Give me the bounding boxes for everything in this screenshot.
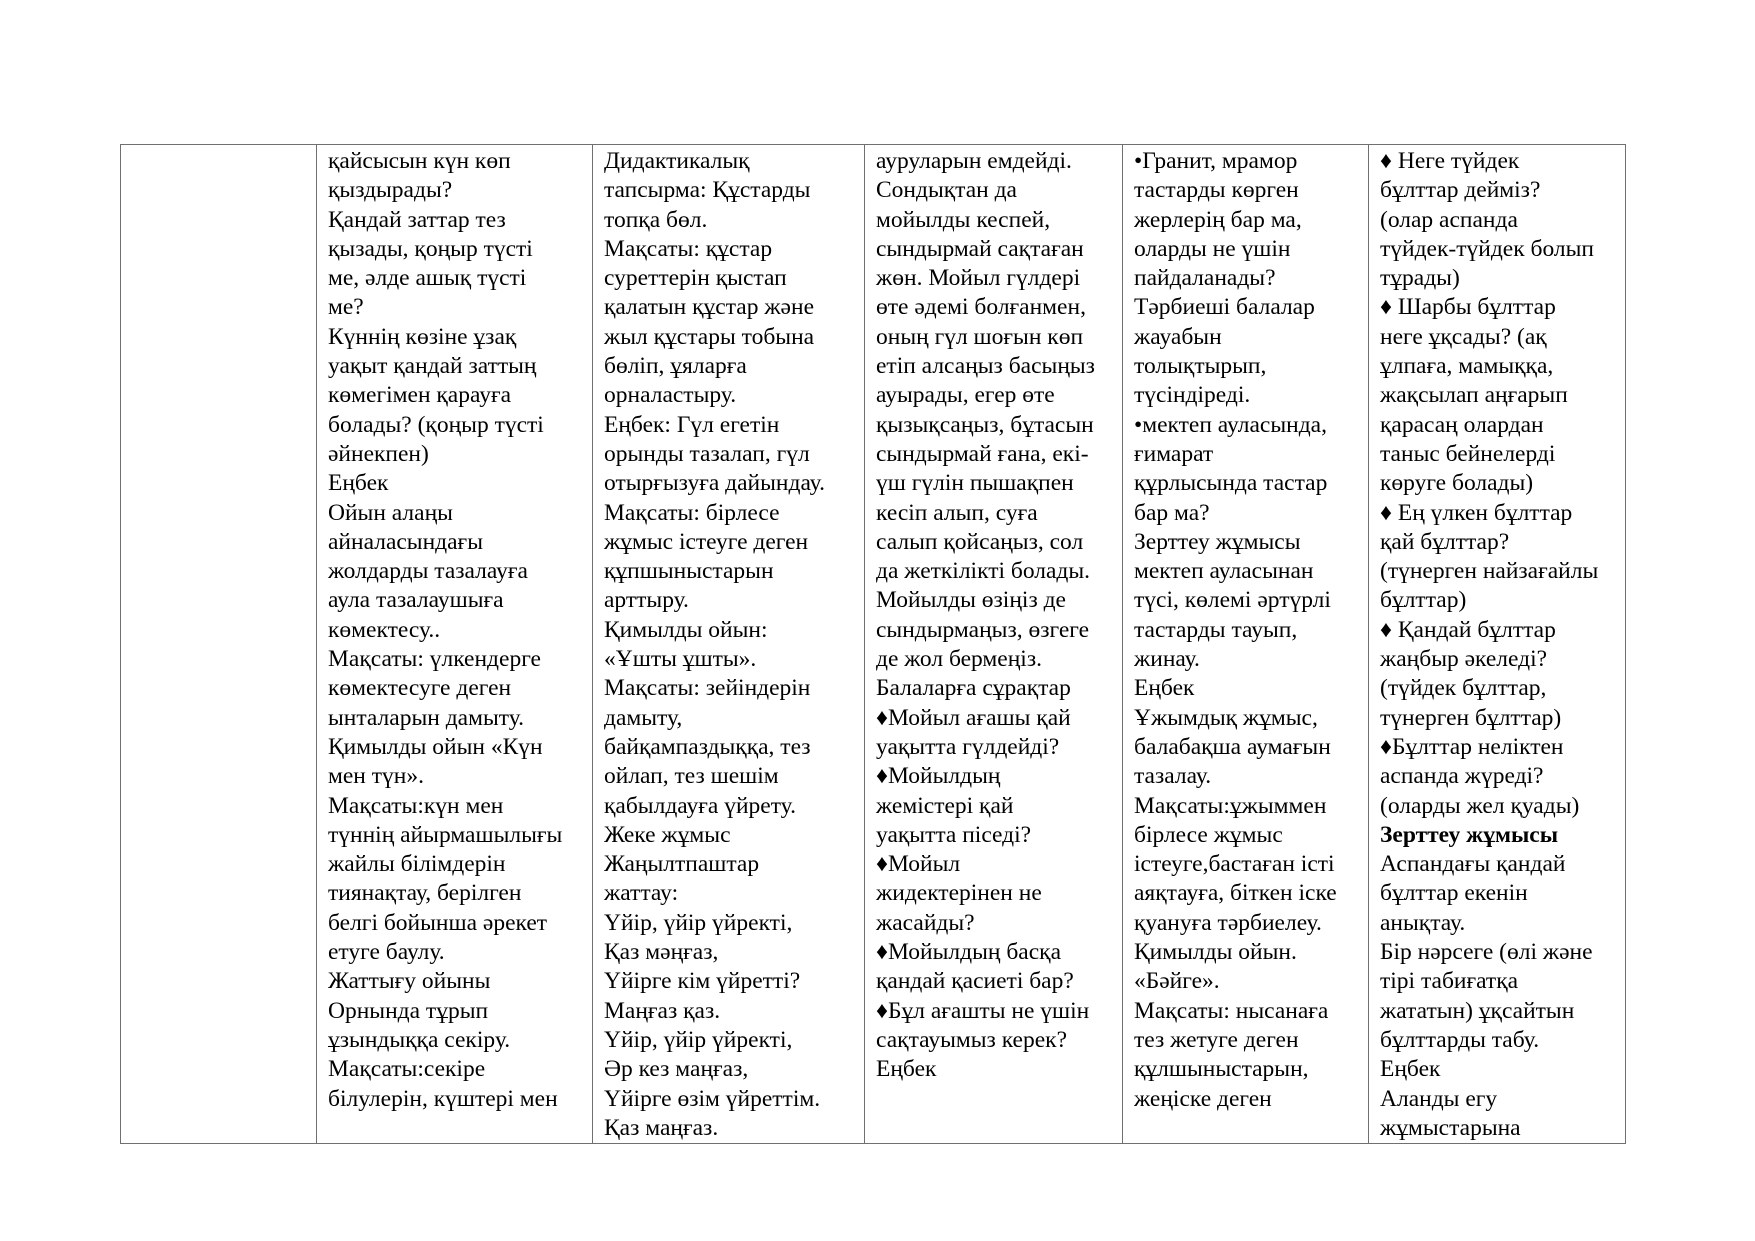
cell-text-line: құпшыныстарын bbox=[604, 558, 774, 585]
cell-text-line: қызықсаңыз, бұтасын bbox=[876, 411, 1094, 438]
cell-text-line: (оларды жел қуады) bbox=[1380, 792, 1580, 819]
cell-text-line: дамыту, bbox=[604, 704, 683, 731]
cell-text-line: тиянақтау, берілген bbox=[328, 880, 522, 907]
cell-text-line: Дидактикалық bbox=[604, 148, 750, 174]
cell-text-line: құлшыныстарын, bbox=[1134, 1056, 1309, 1083]
cell-text-line: (түйдек бұлттар, bbox=[1380, 675, 1547, 702]
cell-text-line: қандай қасиеті бар? bbox=[876, 968, 1074, 995]
cell-text-line: Ойын алаңы bbox=[328, 499, 453, 526]
cell-text-line: кесіп алып, суға bbox=[876, 499, 1038, 526]
cell-text-line: белгі бойынша әрекет bbox=[328, 909, 548, 936]
cell-text-line: сындырмай ғана, екі- bbox=[876, 440, 1089, 467]
cell-text-line: балабақша аумағын bbox=[1134, 733, 1331, 760]
cell-text-line: жерлерің бар ма, bbox=[1134, 206, 1302, 233]
cell-text-line: Бір нәрсеге (өлі және bbox=[1380, 939, 1593, 966]
cell-text-line: қабылдауға үйрету. bbox=[604, 792, 796, 819]
cell-text-line: жасайды? bbox=[876, 909, 975, 936]
table-cell-col-1 bbox=[121, 145, 317, 1144]
cell-text-line: жеңіске деген bbox=[1134, 1085, 1272, 1112]
cell-text-line: ♦Бұл ағашты не үшін bbox=[876, 997, 1090, 1024]
table-cell-col-2 bbox=[317, 145, 593, 1144]
cell-text-line: ұзындыққа секіру. bbox=[328, 1026, 511, 1053]
cell-text-line: уақытта гүлдейді? bbox=[876, 733, 1060, 760]
cell-text-line: Зерттеу жұмысы bbox=[1380, 821, 1559, 848]
cell-text-line: •мектеп ауласында, bbox=[1134, 411, 1327, 438]
cell-text-line: •Гранит, мрамор bbox=[1134, 148, 1298, 174]
cell-text-line: сақтауымыз керек? bbox=[876, 1026, 1068, 1053]
cell-text-line: сындырмаңыз, өзгеге bbox=[876, 616, 1090, 643]
cell-text-line: ме? bbox=[328, 294, 364, 321]
cell-text-line: айналасындағы bbox=[328, 528, 483, 555]
cell-text-line: суреттерін қыстап bbox=[604, 265, 787, 292]
cell-text-line: жұмыс істеуге деген bbox=[604, 528, 809, 555]
cell-text-line: істеуге,бастаған істі bbox=[1134, 851, 1335, 878]
cell-text-line: Қимылды ойын: bbox=[604, 616, 768, 643]
cell-text-line: топқа бөл. bbox=[604, 206, 708, 233]
cell-text-line: түннің айырмашылығы bbox=[328, 821, 563, 848]
cell-text-line: «Ұшты ұшты». bbox=[604, 646, 757, 673]
cell-text-line: (олар аспанда bbox=[1380, 206, 1518, 233]
cell-text-line: жататын) ұқсайтын bbox=[1380, 997, 1575, 1024]
cell-text-line: ♦Мойыл ағашы қай bbox=[876, 704, 1071, 731]
cell-text-line: ауруларын емдейді. bbox=[876, 148, 1072, 174]
cell-text-line: пайдаланады? bbox=[1134, 265, 1276, 292]
cell-text-line: Еңбек bbox=[1134, 675, 1195, 702]
cell-text-line: бұлттар) bbox=[1380, 587, 1467, 614]
cell-text-line: тұрады) bbox=[1380, 265, 1460, 292]
cell-text-line: ♦ Қандай бұлттар bbox=[1380, 616, 1556, 643]
cell-text-line: Мойылды өзіңіз де bbox=[876, 587, 1066, 614]
cell-text-line: салып қойсаңыз, сол bbox=[876, 528, 1084, 555]
cell-text-line: үш гүлін пышақпен bbox=[876, 470, 1074, 497]
cell-text-line: Балаларға сұрақтар bbox=[876, 675, 1071, 702]
cell-text-line: Тәрбиеші балалар bbox=[1134, 294, 1315, 321]
cell-text-line: жаттау: bbox=[604, 880, 679, 907]
table-cell-col-6 bbox=[1369, 145, 1626, 1144]
cell-text-line: ♦Бұлттар неліктен bbox=[1380, 733, 1564, 760]
cell-text-line: құрлысында тастар bbox=[1134, 470, 1328, 497]
cell-text-line: білулерін, күштері мен bbox=[328, 1085, 558, 1112]
cell-text-line: бөліп, ұяларға bbox=[604, 353, 747, 380]
cell-text-line: орынды тазалап, гүл bbox=[604, 440, 810, 467]
cell-text-line: Қандай заттар тез bbox=[328, 206, 506, 233]
cell-text-line: уақытта піседі? bbox=[876, 821, 1032, 848]
cell-text-line: мойылды кеспей, bbox=[876, 206, 1051, 233]
cell-text-line: Орнында тұрып bbox=[328, 997, 489, 1024]
cell-text-line: ♦ Ең үлкен бұлттар bbox=[1380, 499, 1573, 526]
cell-text-line: жөн. Мойыл гүлдері bbox=[876, 265, 1081, 292]
table-cell-col-3 bbox=[593, 145, 865, 1144]
cell-text-line: етуге баулу. bbox=[328, 939, 445, 966]
cell-text-line: қайсысын күн көп bbox=[328, 148, 511, 174]
cell-text-line: қай бұлттар? bbox=[1380, 528, 1510, 555]
cell-text-line: жақсылап аңғарып bbox=[1380, 382, 1568, 409]
cell-text-line: аспанда жүреді? bbox=[1380, 763, 1544, 790]
cell-text-line: мен түн». bbox=[328, 763, 424, 790]
cell-text-line: Аспандағы қандай bbox=[1380, 851, 1566, 878]
cell-text-line: ғимарат bbox=[1134, 440, 1214, 467]
cell-text-line: «Бәйге». bbox=[1134, 968, 1220, 995]
cell-text-line: отырғызуға дайындау. bbox=[604, 470, 825, 497]
cell-text-line: Еңбек bbox=[876, 1056, 937, 1083]
cell-text-line: жұмыстарына bbox=[1380, 1114, 1521, 1141]
cell-text-line: қуануға тәрбиелеу. bbox=[1134, 909, 1322, 936]
cell-text-line: түсіндіреді. bbox=[1134, 382, 1251, 409]
cell-text-line: көмектесуге деген bbox=[328, 675, 512, 702]
cell-text-line: Маңғаз қаз. bbox=[604, 997, 721, 1024]
cell-text-line: Жаңылтпаштар bbox=[604, 851, 760, 878]
cell-text-line: бұлттар дейміз? bbox=[1380, 177, 1541, 204]
cell-text-line: Үйір, үйір үйректі, bbox=[604, 1026, 793, 1053]
cell-text-line: ♦ Шарбы бұлттар bbox=[1380, 294, 1556, 321]
cell-text-line: Ұжымдық жұмыс, bbox=[1134, 704, 1318, 731]
cell-text-line: жидектерінен не bbox=[876, 880, 1042, 907]
cell-text-line: толықтырып, bbox=[1134, 353, 1267, 380]
cell-text-line: Аланды егу bbox=[1380, 1085, 1498, 1112]
cell-text-line: тазалау. bbox=[1134, 763, 1212, 790]
cell-text-line: ауырады, егер өте bbox=[876, 382, 1055, 409]
cell-text-line: етіп алсаңыз басыңыз bbox=[876, 353, 1095, 380]
cell-text-line: Мақсаты: құстар bbox=[604, 235, 773, 262]
cell-text-line: көруге болады) bbox=[1380, 470, 1534, 497]
cell-text-line: қарасаң олардан bbox=[1380, 411, 1544, 438]
cell-text-line: оның гүл шоғын көп bbox=[876, 323, 1084, 350]
cell-text-line: ынталарын дамыту. bbox=[328, 704, 524, 731]
cell-text-line: түйдек-түйдек болып bbox=[1380, 235, 1594, 262]
cell-text-line: Мақсаты: бірлесе bbox=[604, 499, 780, 526]
cell-text-line: да жеткілікті болады. bbox=[876, 558, 1091, 585]
cell-text-line: қалатын құстар және bbox=[604, 294, 814, 321]
cell-text-line: жайлы білімдерін bbox=[328, 851, 506, 878]
cell-text-line: әйнекпен) bbox=[328, 440, 429, 467]
cell-text-line: бар ма? bbox=[1134, 499, 1210, 526]
cell-text-line: неге ұқсады? (ақ bbox=[1380, 323, 1547, 350]
cell-text-line: Еңбек: Гүл егетін bbox=[604, 411, 780, 438]
cell-text-line: жыл құстары тобына bbox=[604, 323, 815, 350]
cell-text-line: ♦Мойылдың bbox=[876, 763, 1001, 790]
cell-text-line: ме, әлде ашық түсті bbox=[328, 265, 527, 292]
cell-text-line: Сондықтан да bbox=[876, 177, 1017, 204]
cell-text-line: жауабын bbox=[1134, 323, 1222, 350]
cell-text-line: көмектесу.. bbox=[328, 616, 441, 643]
cell-text-line: бұлттарды табу. bbox=[1380, 1026, 1540, 1053]
cell-text-line: жаңбыр әкеледі? bbox=[1380, 646, 1548, 673]
cell-text-line: Мақсаты: зейіндерін bbox=[604, 675, 811, 702]
cell-text-line: Үйірге кім үйретті? bbox=[604, 968, 801, 995]
cell-text-line: ♦ Неге түйдек bbox=[1380, 148, 1520, 174]
cell-text-line: ♦Мойылдың басқа bbox=[876, 939, 1062, 966]
cell-text-line: көмегімен қарауға bbox=[328, 382, 512, 409]
cell-text-line: Үйір, үйір үйректі, bbox=[604, 909, 793, 936]
table-cell-col-5 bbox=[1123, 145, 1369, 1144]
cell-text-line: Күннің көзіне ұзақ bbox=[328, 323, 517, 350]
cell-text-line: Мақсаты:секіре bbox=[328, 1056, 486, 1083]
cell-text-line: ойлап, тез шешім bbox=[604, 763, 779, 790]
cell-text-line: арттыру. bbox=[604, 587, 689, 614]
cell-text-line: Қимылды ойын «Күн bbox=[328, 733, 543, 760]
cell-text-line: Жаттығу ойыны bbox=[328, 968, 491, 995]
cell-text-line: аяқтауға, біткен іске bbox=[1134, 880, 1337, 907]
cell-text-line: бұлттар екенін bbox=[1380, 880, 1528, 907]
cell-text-line: Зерттеу жұмысы bbox=[1134, 528, 1301, 555]
cell-text-line: таныс бейнелерді bbox=[1380, 440, 1556, 467]
cell-text-line: де жол бермеңіз. bbox=[876, 646, 1042, 673]
cell-text-line: жолдарды тазалауға bbox=[328, 558, 528, 585]
cell-text-line: Еңбек bbox=[328, 470, 389, 497]
cell-text-line: Мақсаты: нысанаға bbox=[1134, 997, 1329, 1024]
table-row bbox=[121, 145, 1626, 1144]
cell-text-line: тірі табиғатқа bbox=[1380, 968, 1519, 995]
cell-text-line: сындырмай сақтаған bbox=[876, 235, 1084, 262]
cell-text-line: түнерген бұлттар) bbox=[1380, 704, 1562, 731]
cell-text-line: қыздырады? bbox=[328, 177, 453, 204]
cell-text-line: тез жетуге деген bbox=[1134, 1026, 1299, 1053]
cell-text-line: орналастыру. bbox=[604, 382, 737, 409]
cell-text-line: Қаз маңғаз. bbox=[604, 1114, 719, 1141]
cell-text-line: түсі, көлемі әртүрлі bbox=[1134, 587, 1331, 614]
cell-text-line: мектеп ауласынан bbox=[1134, 558, 1314, 585]
cell-text-line: байқампаздыққа, тез bbox=[604, 733, 811, 760]
table-cell-col-4 bbox=[865, 145, 1123, 1144]
cell-text-line: жинау. bbox=[1134, 646, 1200, 673]
cell-text-line: тапсырма: Құстарды bbox=[604, 177, 811, 204]
cell-text-line: Қаз мәңғаз, bbox=[604, 939, 719, 966]
cell-text-line: қызады, қоңыр түсті bbox=[328, 235, 533, 262]
cell-text-line: болады? (қоңыр түсті bbox=[328, 411, 544, 438]
cell-text-line: бірлесе жұмыс bbox=[1134, 821, 1283, 848]
cell-text-line: жемістері қай bbox=[876, 792, 1014, 819]
cell-text-line: ұлпаға, мамыққа, bbox=[1380, 353, 1554, 380]
cell-text-line: Әр кез маңғаз, bbox=[604, 1056, 749, 1083]
cell-text-line: Қимылды ойын. bbox=[1134, 939, 1297, 966]
cell-text-line: Жеке жұмыс bbox=[604, 821, 731, 848]
cell-text-line: ♦Мойыл bbox=[876, 851, 961, 878]
cell-text-line: Мақсаты: үлкендерге bbox=[328, 646, 541, 673]
cell-text-line: өте әдемі болғанмен, bbox=[876, 294, 1086, 321]
cell-text-line: Мақсаты:ұжыммен bbox=[1134, 792, 1327, 819]
cell-text-line: уақыт қандай заттың bbox=[328, 353, 537, 380]
cell-text-line: аула тазалаушыға bbox=[328, 587, 504, 614]
cell-text-line: Еңбек bbox=[1380, 1056, 1441, 1083]
cell-text-line: оларды не үшін bbox=[1134, 235, 1291, 262]
lesson-plan-table bbox=[120, 144, 1626, 1144]
cell-text-line: анықтау. bbox=[1380, 909, 1466, 936]
cell-text-line: Мақсаты:күн мен bbox=[328, 792, 504, 819]
cell-text-line: (түнерген найзағайлы bbox=[1380, 558, 1599, 585]
cell-text-line: тастарды көрген bbox=[1134, 177, 1299, 204]
cell-text-line: Үйірге өзім үйреттім. bbox=[604, 1085, 821, 1112]
cell-text-line: тастарды тауып, bbox=[1134, 616, 1298, 643]
